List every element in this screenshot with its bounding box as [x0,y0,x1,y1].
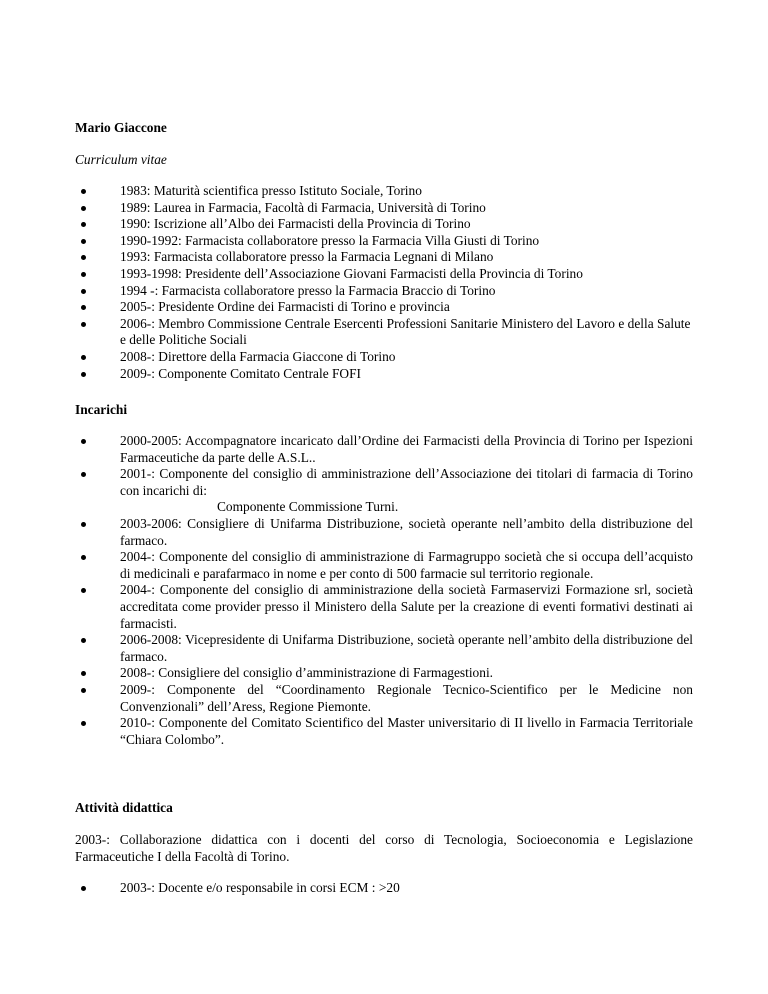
incarichi-list [75,433,693,748]
list-item: 2006-2008: Vicepresidente di Unifarma Distribuzione, società operante nell’ambito della distribuzione del farmaco. [75,632,693,665]
list-item-text: 2001-: Componente del consiglio di amministrazione dell’Associazione dei titolari di farmacia di Torino con incarichi di: [120,466,693,498]
list-item: 2008-: Direttore della Farmacia Giaccone di Torino [75,349,693,366]
list-item: 2009-: Componente del “Coordinamento Regionale Tecnico-Scientifico per le Medicine non Convenzionali” dell’Aress, Regione Piemonte. [75,682,693,715]
sub-item: Componente Commissione Turni. [217,499,399,515]
list-item: 2003-: Docente e/o responsabile in corsi ECM : >20 [75,880,693,897]
person-name: Mario Giaccone [75,120,167,135]
list-item: 1989: Laurea in Farmacia, Facoltà di Farmacia, Università di Torino [75,200,693,217]
didattica-paragraph: 2003-: Collaborazione didattica con i docenti del corso di Tecnologia, Socioeconomia e Legislazione Farmaceutiche I della Facoltà di Torino. [75,832,693,864]
list-item: 2010-: Componente del Comitato Scientifico del Master universitario di II livello in Farmacia Territoriale “Chiara Colombo”. [75,715,693,748]
list-item: 2009-: Componente Comitato Centrale FOFI [75,366,693,383]
didattica-list [75,880,693,897]
list-item [75,466,693,516]
list-item: 1994 -: Farmacista collaboratore presso la Farmacia Braccio di Torino [75,283,693,300]
list-item: 1983: Maturità scientifica presso Istituto Sociale, Torino [75,183,693,200]
list-item: 1990-1992: Farmacista collaboratore presso la Farmacia Villa Giusti di Torino [75,233,693,250]
cv-list [75,183,693,382]
cv-subtitle: Curriculum vitae [75,152,167,167]
list-item: 2005-: Presidente Ordine dei Farmacisti di Torino e provincia [75,299,693,316]
list-item: 1993-1998: Presidente dell’Associazione Giovani Farmacisti della Provincia di Torino [75,266,693,283]
list-item: 2004-: Componente del consiglio di amministrazione della società Farmaservizi Formazione srl, società accreditata come provider presso il Ministero della Salute per la creazione di eventi formativi destinati ai farmacisti. [75,582,693,632]
section-title-didattica: Attività didattica [75,800,173,815]
list-item: 1993: Farmacista collaboratore presso la Farmacia Legnani di Milano [75,249,693,266]
section-title-incarichi: Incarichi [75,402,128,417]
list-item: 2008-: Consigliere del consiglio d’amministrazione di Farmagestioni. [75,665,693,682]
list-item: 2004-: Componente del consiglio di amministrazione di Farmagruppo società che si occupa dell’acquisto di medicinali e parafarmaco in nome e per conto di 500 farmacie sul territorio regionale. [75,549,693,582]
list-item: 1990: Iscrizione all’Albo dei Farmacisti della Provincia di Torino [75,216,693,233]
list-item: 2000-2005: Accompagnatore incaricato dall’Ordine dei Farmacisti della Provincia di Torino per Ispezioni Farmaceutiche da parte delle A.S.L.. [75,433,693,466]
list-item: 2006-: Membro Commissione Centrale Esercenti Professioni Sanitarie Ministero del Lavoro e della Salute e delle Politiche Sociali [75,316,693,349]
list-item: 2003-2006: Consigliere di Unifarma Distribuzione, società operante nell’ambito della distribuzione del farmaco. [75,516,693,549]
